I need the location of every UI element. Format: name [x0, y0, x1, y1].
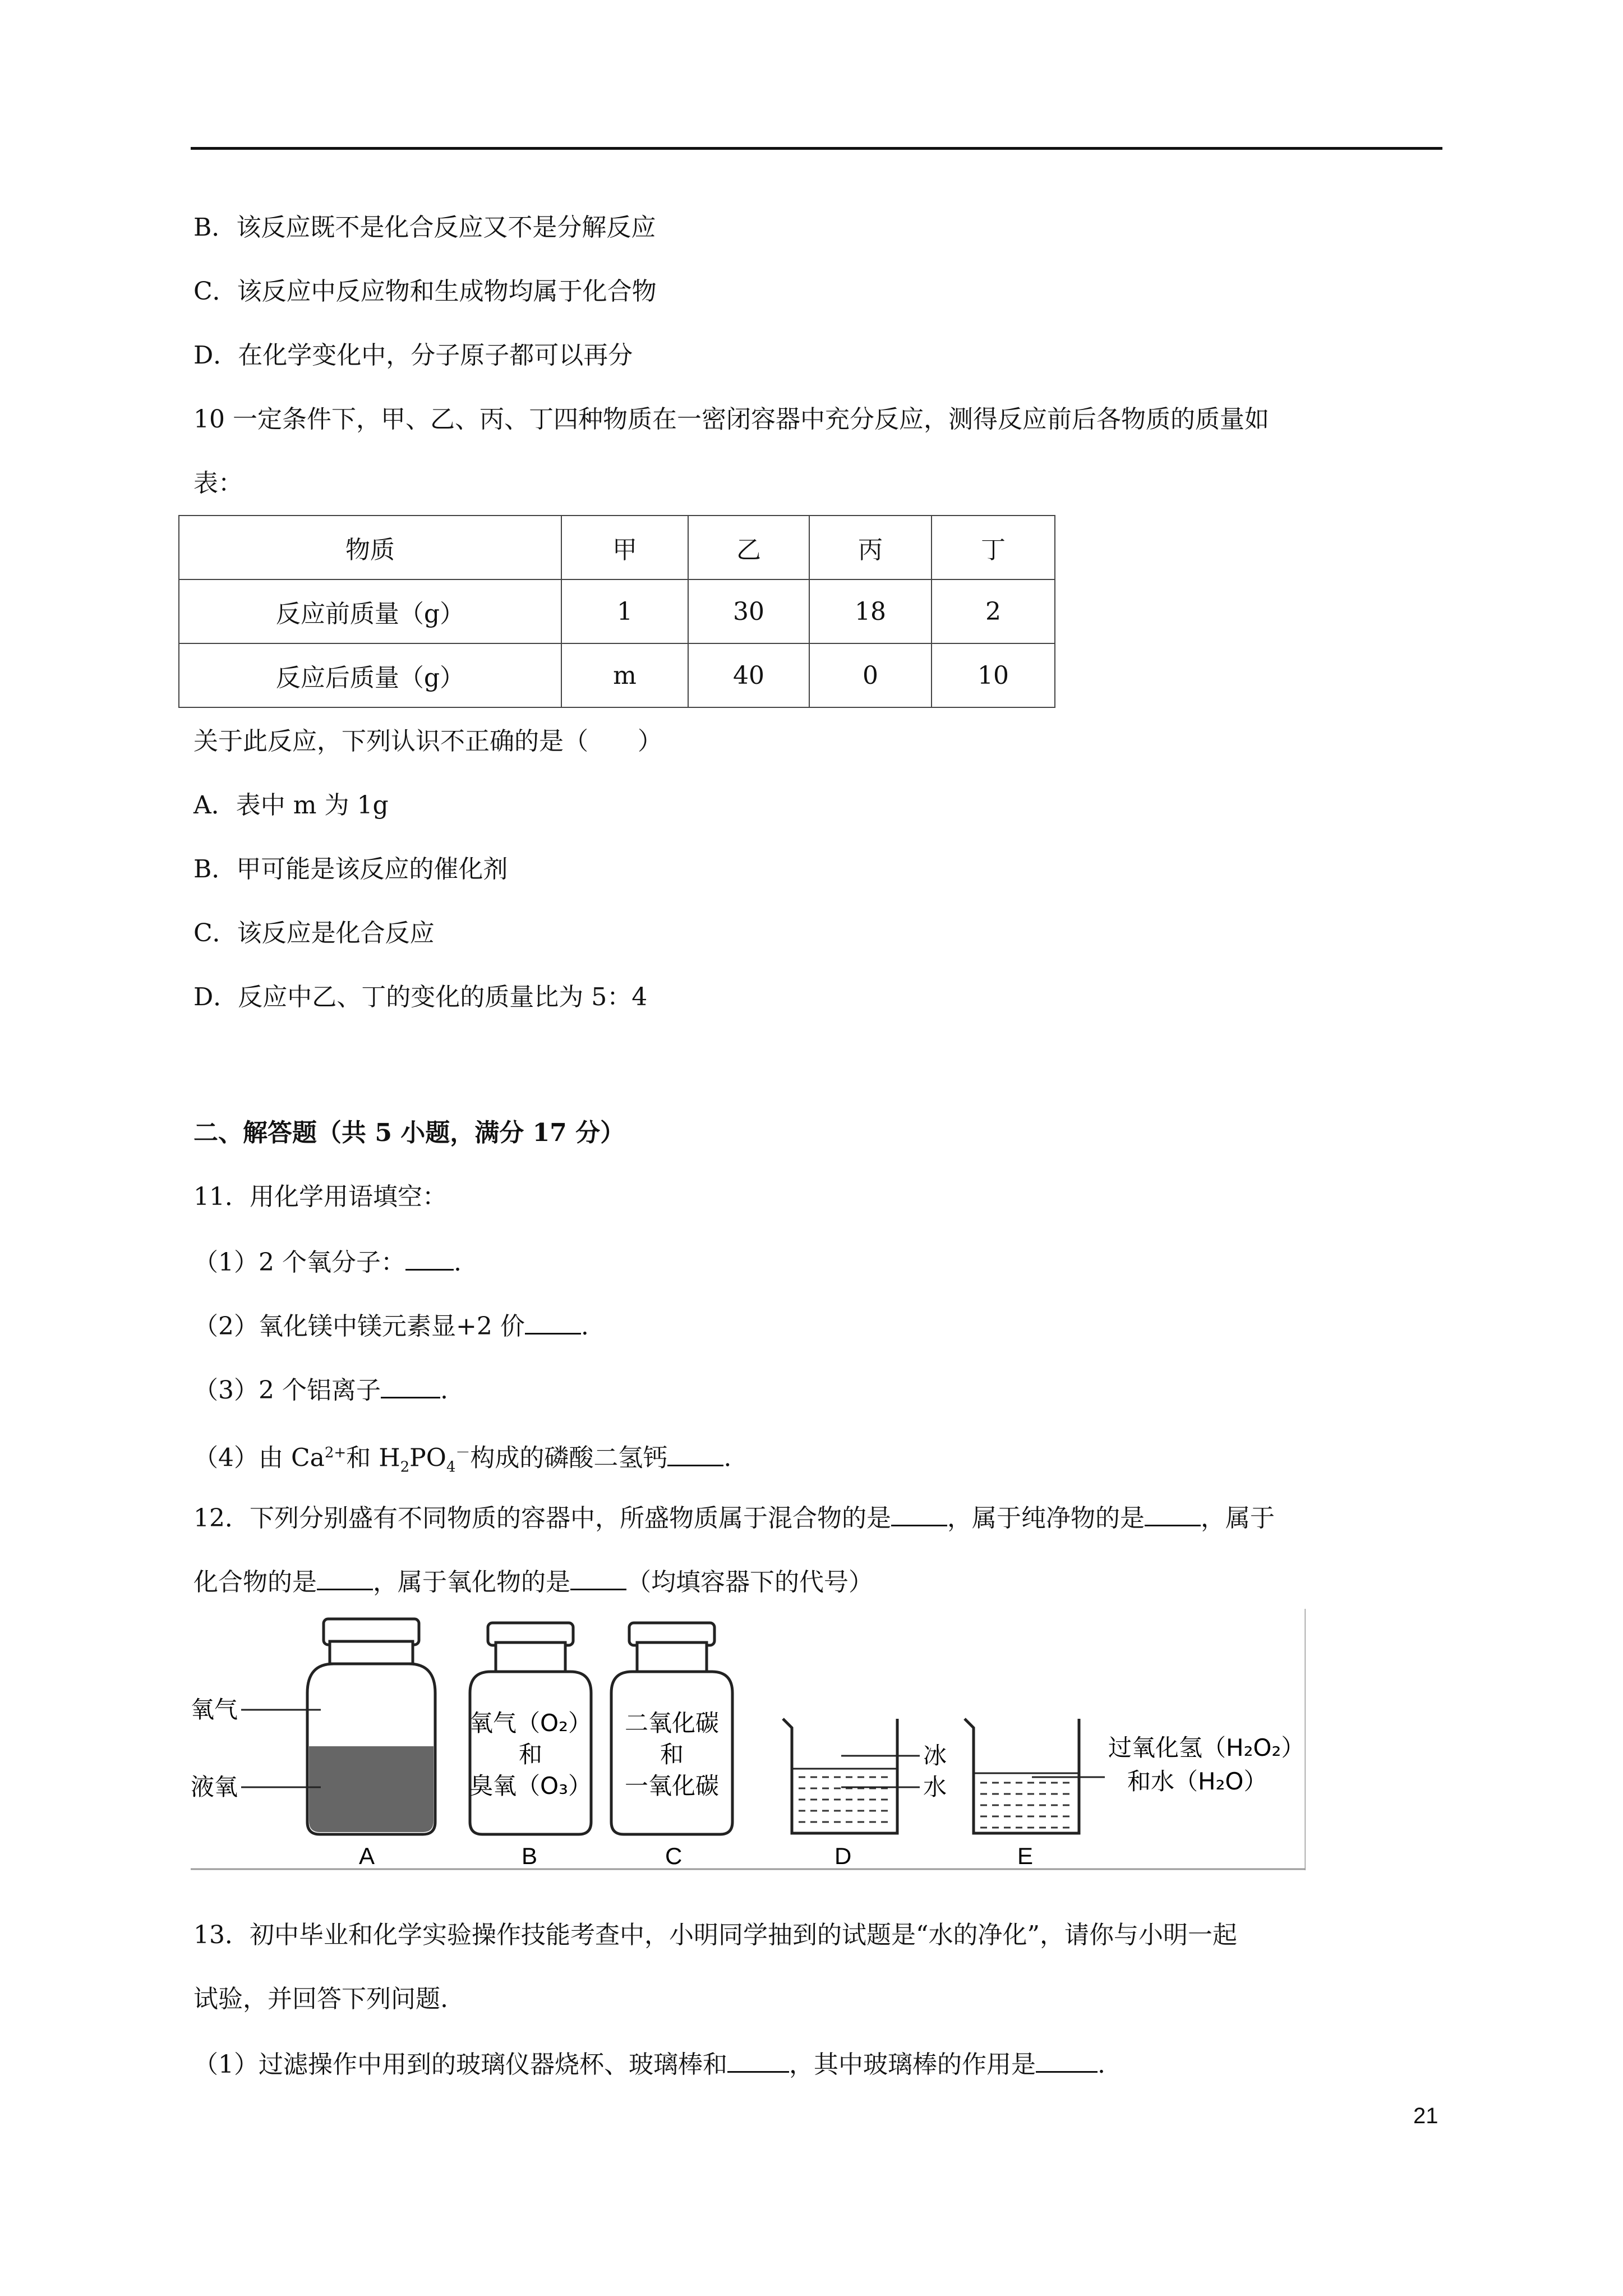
- q10-prompt: 关于此反应，下列认识不正确的是（ ）: [193, 727, 662, 756]
- container-letter: B: [522, 1843, 538, 1869]
- q13-text: ，其中玻璃棒的作用是: [789, 2050, 1036, 2079]
- q10-option-b: B．甲可能是该反应的催化剂: [193, 855, 508, 884]
- period: .: [440, 1376, 448, 1405]
- container-letter: A: [359, 1843, 375, 1869]
- subscript: 4: [446, 1458, 456, 1476]
- q10-option-a: A．表中 m 为 1g: [193, 791, 389, 820]
- q9-option-d: D．在化学变化中，分子原子都可以再分: [193, 341, 633, 370]
- label-oxygen: 氧气: [191, 1696, 238, 1723]
- table-cell: 30: [688, 579, 809, 643]
- answer-blank[interactable]: [570, 1564, 626, 1590]
- label-b-line3: 臭氧（O₃）: [469, 1772, 592, 1800]
- table-header-row: [179, 516, 1055, 579]
- table-cell: 丁: [932, 516, 1055, 579]
- table-cell: m: [561, 643, 688, 707]
- label-water: 水: [923, 1773, 947, 1801]
- label-e-line1: 过氧化氢（H₂O₂）: [1108, 1734, 1305, 1761]
- table-cell: 丙: [809, 516, 932, 579]
- subscript: 2: [400, 1458, 410, 1476]
- q11-item-4-text: 和 H: [346, 1443, 400, 1473]
- answer-blank[interactable]: [891, 1500, 947, 1526]
- table-cell: 18: [809, 579, 932, 643]
- label-liquid-oxygen: 液氧: [191, 1773, 238, 1801]
- q13-stem-line1: 13．初中毕业和化学实验操作技能考查中，小明同学抽到的试题是“水的净化”，请你与小明一起: [193, 1921, 1237, 1949]
- container-e: [965, 1719, 1304, 1869]
- q11-item-3: [193, 1372, 448, 1407]
- q11-item-1-text: （1）2 个氧分子：: [193, 1248, 405, 1277]
- label-c-line2: 和: [660, 1741, 684, 1768]
- answer-blank[interactable]: [1036, 2046, 1098, 2073]
- label-e-line2: 和水（H₂O）: [1127, 1768, 1267, 1795]
- label-b-line1: 氧气（O₂）: [469, 1709, 592, 1737]
- table-cell: 10: [932, 643, 1055, 707]
- label-c-line3: 一氧化碳: [624, 1772, 720, 1800]
- period: .: [723, 1443, 732, 1473]
- container-c: [611, 1623, 732, 1869]
- table-cell: 0: [809, 643, 932, 707]
- table-cell: 反应后质量（g）: [179, 643, 561, 707]
- q9-option-b: B．该反应既不是化合反应又不是分解反应: [193, 213, 656, 242]
- superscript: 2+: [324, 1444, 347, 1461]
- q12-text: （均填容器下的代号）: [626, 1568, 873, 1596]
- answer-blank[interactable]: [1145, 1500, 1201, 1526]
- q11-item-3-text: （3）2 个铝离子: [193, 1376, 381, 1405]
- containers-figure: [191, 1609, 1306, 1870]
- q12-stem-line1: [193, 1500, 1275, 1535]
- answer-blank[interactable]: [317, 1564, 373, 1590]
- q13-stem-line2: 试验，并回答下列问题.: [193, 1985, 448, 2013]
- container-a: [191, 1619, 435, 1869]
- q11-item-4-text: （4）由 Ca: [193, 1443, 325, 1473]
- table-cell: 反应前质量（g）: [179, 579, 561, 643]
- container-letter: E: [1017, 1843, 1034, 1869]
- q13-text: （1）过滤操作中用到的玻璃仪器烧杯、玻璃棒和: [193, 2050, 727, 2079]
- q12-text: 12．下列分别盛有不同物质的容器中，所盛物质属于混合物的是: [193, 1504, 891, 1533]
- table-row: [179, 579, 1055, 643]
- answer-blank[interactable]: [667, 1440, 723, 1466]
- q10-stem-line1: 10 一定条件下，甲、乙、丙、丁四种物质在一密闭容器中充分反应，测得反应前后各物质的质量如: [193, 405, 1269, 434]
- superscript: －: [455, 1444, 471, 1461]
- answer-blank[interactable]: [727, 2046, 789, 2073]
- q11-item-2-text: （2）氧化镁中镁元素显+2 价: [193, 1312, 525, 1341]
- q13-item-1: [193, 2046, 1105, 2082]
- table-cell: 乙: [688, 516, 809, 579]
- answer-blank[interactable]: [381, 1372, 440, 1398]
- q12-text: ，属于氧化物的是: [373, 1568, 570, 1596]
- q10-stem-line2: 表：: [193, 469, 243, 498]
- container-letter: D: [834, 1843, 852, 1869]
- mass-table: [178, 515, 1055, 708]
- table-row: [179, 643, 1055, 707]
- container-b: [469, 1623, 592, 1869]
- period: .: [453, 1248, 462, 1277]
- bottle-neck: [330, 1641, 413, 1664]
- q10-option-c: C．该反应是化合反应: [193, 919, 435, 947]
- beaker: [783, 1719, 897, 1833]
- label-ice: 冰: [923, 1742, 947, 1769]
- q11-item-4: [193, 1436, 731, 1484]
- table-cell: 1: [561, 579, 688, 643]
- q11-item-2: [193, 1308, 589, 1343]
- bottle-neck: [637, 1642, 707, 1672]
- section-heading: 二、解答题（共 5 小题，满分 17 分）: [193, 1119, 625, 1147]
- label-b-line2: 和: [518, 1741, 543, 1768]
- answer-blank[interactable]: [525, 1308, 581, 1335]
- container-d: [783, 1719, 947, 1869]
- q12-text: ，属于: [1201, 1504, 1275, 1533]
- table-cell: 甲: [561, 516, 688, 579]
- table-cell: 2: [932, 579, 1055, 643]
- table-cell: 40: [688, 643, 809, 707]
- header-rule: [191, 147, 1442, 150]
- table-cell: 物质: [179, 516, 561, 579]
- q12-text: ，属于纯净物的是: [947, 1504, 1145, 1533]
- q12-text: 化合物的是: [193, 1568, 317, 1596]
- q12-stem-line2: [193, 1564, 873, 1599]
- liquid-oxygen-fill: [309, 1746, 434, 1832]
- answer-blank[interactable]: [405, 1244, 454, 1271]
- container-letter: C: [665, 1843, 683, 1869]
- bottle-neck: [496, 1642, 565, 1672]
- period: .: [1098, 2050, 1105, 2079]
- period: .: [580, 1312, 589, 1341]
- label-c-line1: 二氧化碳: [624, 1709, 720, 1737]
- q11-item-4-text: 构成的磷酸二氢钙: [470, 1443, 668, 1473]
- q11-stem: 11．用化学用语填空：: [193, 1182, 447, 1211]
- q11-item-4-text: PO: [409, 1443, 446, 1473]
- q11-item-1: [193, 1244, 462, 1280]
- q10-option-d: D．反应中乙、丁的变化的质量比为 5：4: [193, 983, 648, 1011]
- q9-option-c: C．该反应中反应物和生成物均属于化合物: [193, 277, 657, 306]
- page-number: 21: [1413, 2104, 1438, 2128]
